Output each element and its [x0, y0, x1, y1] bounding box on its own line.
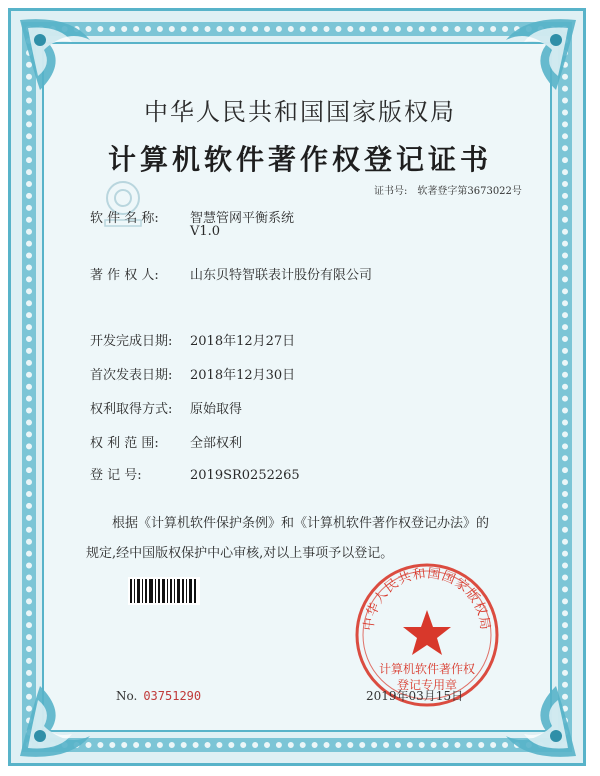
statement-line-2: 规定,经中国版权保护中心审核,对以上事项予以登记。: [86, 546, 394, 561]
serial-number: [116, 689, 201, 703]
field-label: 开发完成日期:: [90, 334, 173, 349]
serial-value: 03751290: [143, 689, 202, 703]
field-label: 软 件 名 称:: [90, 211, 159, 226]
seal-line-1: 计算机软件著作权: [378, 662, 475, 676]
field-label: 权利取得方式:: [90, 402, 173, 417]
field-label: 权 利 范 围:: [90, 436, 159, 451]
serial-label: No.: [116, 689, 138, 703]
field-value: 山东贝特智联表计股份有限公司: [190, 268, 373, 283]
field-software-version: V1.0: [190, 224, 221, 239]
field-rights-scope: [90, 432, 242, 451]
issuing-authority: 中华人民共和国国家版权局: [144, 98, 456, 126]
field-value: 2018年12月27日: [190, 334, 296, 349]
field-label: 著 作 权 人:: [90, 268, 159, 283]
field-value: 智慧管网平衡系统: [190, 211, 295, 226]
field-registration-number: [90, 464, 300, 483]
field-completion-date: [90, 330, 295, 349]
certificate-title: 计算机软件著作权登记证书: [107, 143, 492, 176]
certificate-number-value: 软著登字第3673022号: [417, 186, 522, 197]
field-copyright-owner: [90, 264, 372, 283]
seal-arc-text: 中华人民共和国国家版权局: [361, 566, 493, 632]
seal-line-2: 登记专用章: [396, 678, 457, 692]
field-value: 原始取得: [190, 402, 243, 417]
field-publication-date: [90, 364, 295, 383]
corner-ornament-icon: [10, 666, 110, 766]
field-label: 首次发表日期:: [90, 368, 173, 383]
field-value: 全部权利: [190, 436, 243, 451]
field-value: 2018年12月30日: [190, 368, 296, 383]
field-value: 2019SR0252265: [190, 468, 300, 483]
statement-line-1: 根据《计算机软件保护条例》和《计算机软件著作权登记办法》的: [112, 516, 490, 531]
barcode-icon: [128, 577, 200, 605]
certificate-number: [374, 182, 522, 197]
field-label: 登 记 号:: [90, 468, 142, 483]
certificate-number-label: 证书号:: [374, 186, 408, 197]
field-acquisition-method: [90, 398, 242, 417]
issue-date: 2019年03月15日: [366, 689, 464, 703]
